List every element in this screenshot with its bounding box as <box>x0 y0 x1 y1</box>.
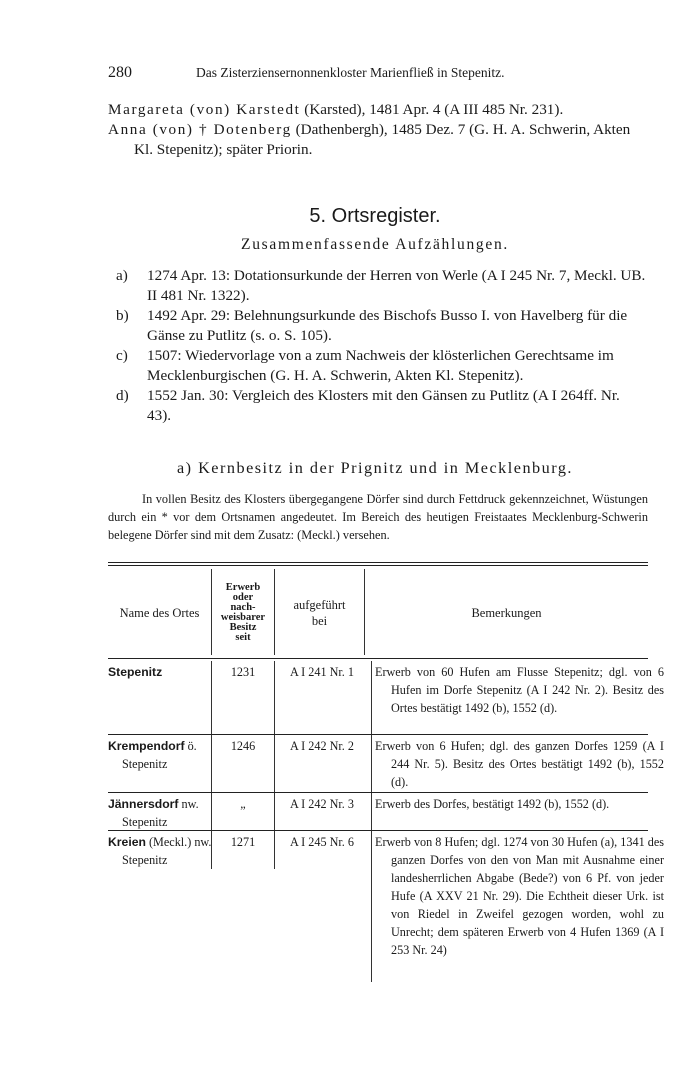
listed-at-cell: A I 245 Nr. 6 <box>290 835 354 849</box>
header-line: nach- <box>230 602 256 613</box>
person-entry <box>108 120 648 160</box>
enumeration-key: d) <box>116 387 129 404</box>
header-bottom-rule <box>108 658 648 659</box>
remarks-cell: Erwerb des Dorfes, bestätigt 1492 (b), 1552 (d). <box>375 797 610 811</box>
header-line: Erwerb <box>225 582 261 593</box>
listed-at-cell: A I 242 Nr. 3 <box>290 797 354 811</box>
enumeration-key: b) <box>116 307 129 324</box>
intro-paragraph: In vollen Besitz des Klosters übergegangene Dörfer sind durch Fettdruck gekennzeichnet, Wüstungen durch ein * vor dem Ortsnamen angedeutet. Im Bereich des heutigen Freistaates Mecklenburg-Schwerin belegene Dörfer sind mit dem Zusatz: (Meckl.) versehen. <box>108 492 648 542</box>
place-name-cell <box>108 795 222 831</box>
row-separator <box>108 734 648 735</box>
remarks-cell: Erwerb von 60 Hufen am Flusse Stepenitz; dgl. von 6 Hufen im Dorfe Stepenitz (A I 242 Nr. 2). Besitz des Ortes bestätigt 1492 (b), 1552 (d). <box>375 665 664 715</box>
place-name: Kreien <box>108 835 146 849</box>
person-details: (Karsted), 1481 Apr. 4 (A III 485 Nr. 231). <box>300 101 564 118</box>
place-name-cell <box>108 737 222 773</box>
enumeration-list <box>116 266 646 426</box>
column-header-remarks: Bemerkungen <box>471 605 542 620</box>
place-name: Stepenitz <box>108 665 163 679</box>
listed-at-cell: A I 241 Nr. 1 <box>290 665 354 679</box>
place-location: (Meckl.) nw. Stepenitz <box>122 835 212 867</box>
enumeration-item <box>116 306 646 346</box>
section-subtitle: Zusammenfassende Aufzählungen. <box>241 236 509 253</box>
header-line: bei <box>311 614 328 628</box>
column-divider <box>371 661 372 982</box>
person-name: Anna (von) † Dotenberg <box>108 121 292 138</box>
enumeration-item <box>116 266 646 306</box>
place-location: ö. Stepenitz <box>122 739 197 771</box>
place-name: Jännersdorf <box>108 797 179 811</box>
header-line: seit <box>235 632 251 643</box>
subsection-intro <box>108 490 648 544</box>
person-entry <box>108 100 648 120</box>
running-title: Das Zisterziensernonnenkloster Marienfließ in Stepenitz. <box>196 65 505 80</box>
enumeration-text: 1507: Wiedervorlage von a zum Nachweis der klösterlichen Gerechtsame im Mecklenburgischen (G. H. A. Schwerin, Akten Kl. Stepenitz). <box>147 347 614 384</box>
table-top-rule-inner <box>108 565 648 566</box>
table-top-rule <box>108 562 648 563</box>
acquired-since-cell: 1271 <box>230 835 256 849</box>
header-line: weisbarer <box>220 612 266 623</box>
remarks-cell: Erwerb von 8 Hufen; dgl. 1274 von 30 Hufen (a), 1341 des ganzen Dorfes von den von Man mit Ausnahme einer landesherrlichen Abgabe (Bede?) von 6 Pf. von jeder Hufe (A XXV 21 Nr. 29). Die Echtheit dieser Urk. ist von Riedel in Zweifel gezogen worden, wohl zu Unrecht; dem späteren Erwerb von 4 Hufen 1369 (A I 253 Nr. 24) <box>375 835 664 957</box>
section-title: 5. Ortsregister. <box>309 205 441 227</box>
enumeration-item <box>116 346 646 386</box>
column-header-listed <box>275 570 364 656</box>
header-line: oder <box>232 592 254 603</box>
enumeration-text: 1492 Apr. 29: Belehnungsurkunde des Bischofs Busso I. von Havelberg für die Gänse zu Putlitz (s. o. S. 105). <box>147 307 628 344</box>
place-location: nw. Stepenitz <box>122 797 199 829</box>
column-header-since <box>212 572 274 654</box>
acquired-since-cell: „ <box>240 797 246 811</box>
subsection-heading: a) Kernbesitz in der Prignitz und in Mecklenburg. <box>177 459 573 477</box>
listed-at-cell: A I 242 Nr. 2 <box>290 739 354 753</box>
person-name: Margareta (von) Karstedt <box>108 101 301 118</box>
running-head <box>108 64 648 86</box>
row-separator <box>108 792 648 793</box>
remarks-cell: Erwerb von 6 Hufen; dgl. des ganzen Dorfes 1259 (A I 244 Nr. 5). Besitz des Ortes bestätigt 1492 (b), 1552 (d). <box>375 739 664 789</box>
place-name-cell <box>108 663 222 681</box>
page-number: 280 <box>108 64 132 81</box>
enumeration-key: c) <box>116 347 128 364</box>
enumeration-text: 1274 Apr. 13: Dotationsurkunde der Herren von Werle (A I 245 Nr. 7, Meckl. UB. II 481 Nr. 1322). <box>147 267 646 304</box>
place-name: Krempendorf <box>108 739 185 753</box>
acquired-since-cell: 1246 <box>230 739 256 753</box>
person-details: (Dathenbergh), 1485 Dez. 7 (G. H. A. Schwerin, Akten Kl. Stepenitz); später Priorin. <box>134 121 631 158</box>
header-line: Besitz <box>229 622 257 633</box>
enumeration-key: a) <box>116 267 128 284</box>
column-header-place: Name des Ortes <box>119 605 200 620</box>
column-divider <box>274 661 275 869</box>
persons-list <box>108 100 648 160</box>
acquired-since-cell: 1231 <box>230 665 256 679</box>
place-name-cell <box>108 833 222 869</box>
header-line: aufgeführt <box>293 598 346 612</box>
enumeration-text: 1552 Jan. 30: Vergleich des Klosters mit den Gänsen zu Putlitz (A I 264ff. Nr. 43). <box>147 387 620 424</box>
enumeration-item <box>116 386 646 426</box>
